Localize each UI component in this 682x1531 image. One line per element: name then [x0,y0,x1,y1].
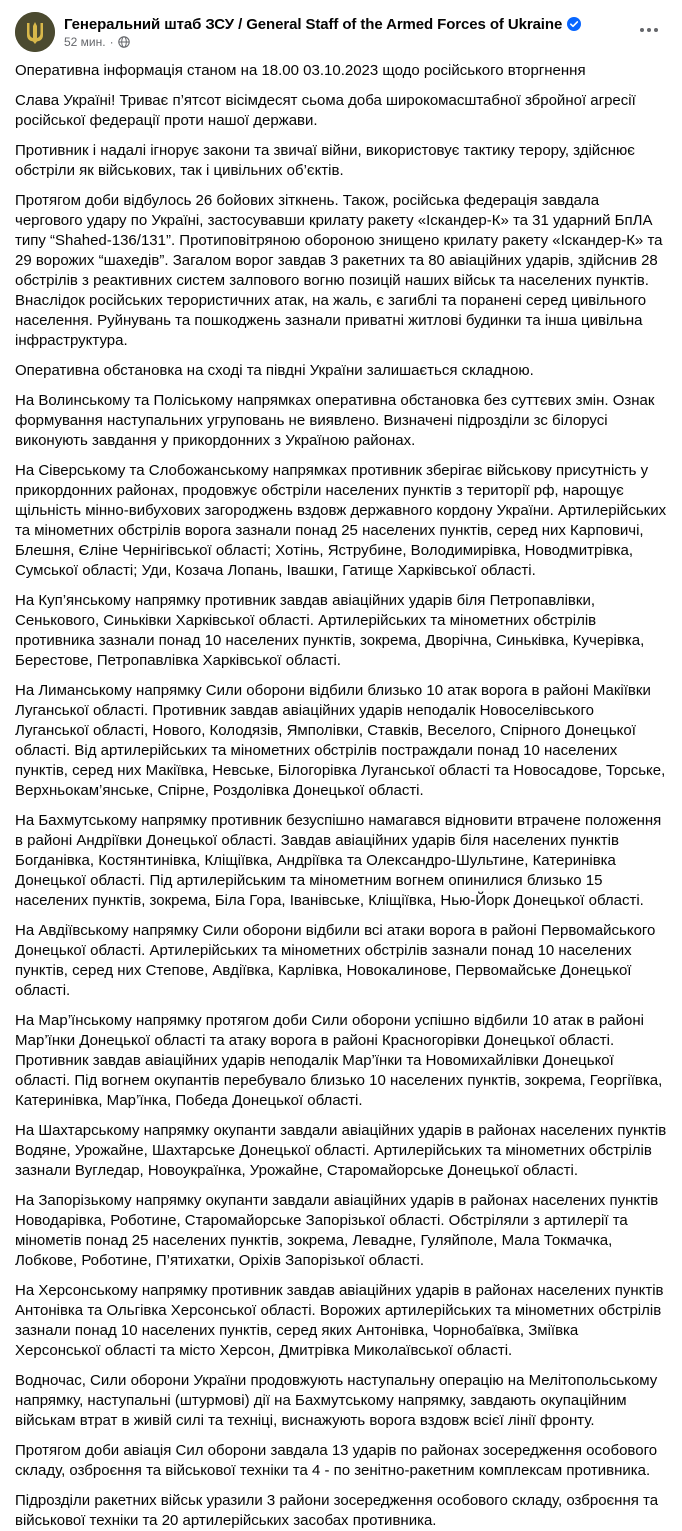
post-header-text [64,16,581,49]
page-name-row [64,16,581,33]
post-paragraph: На Херсонському напрямку противник завдав авіаційних ударів в районах населених пунктів Антонівка та Ольгівка Херсонської області. Ворожих артилерійських та мінометних обстрілів зазнали понад 10 населених пунктів, серед яких Антонівка, Чорнобаївка, Зміївка Херсонської області та місто Херсон, Дмитрівка Миколаївської області. [15,1282,664,1359]
trident-emblem-icon[interactable] [15,12,55,52]
verified-badge-icon [567,17,581,31]
post-meta [64,35,581,49]
post-paragraph: Оперативна обстановка на сході та півдні України залишається складною. [15,362,534,379]
post-body [15,61,667,1531]
post-paragraph: Водночас, Сили оборони України продовжують наступальну операцію на Мелітопольському напрямку, наступальні (штурмові) дії на Бахмутському напрямку, завдають окупаційним військам втрат в живій силі та техніці, виснажують ворога вздовж всієї лінії фронту. [15,1372,658,1429]
post-paragraph: Слава Україні! Триває п’ятсот вісімдесят сьома доба широкомасштабної збройної агресії російської федерації проти нашої держави. [15,92,636,129]
post-paragraph: На Куп’янському напрямку противник завдав авіаційних ударів біля Петропавлівки, Сенькового, Синьківки Харківської області. Артилерійських та мінометних обстрілів противника зазнали понад 10 населених пунктів, зокрема, Дворічна, Синьківка, Кучерівка, Берестове, Петропавлівка Харківської області. [15,592,645,669]
meta-separator: · [109,34,114,49]
post-paragraph: Протягом доби авіація Сил оборони завдала 13 ударів по районах зосередження особового складу, озброєння та військової техніки та 4 - по зенітно-ракетним комплексам противника. [15,1442,658,1479]
post-paragraph: На Лиманському напрямку Сили оборони відбили близько 10 атак ворога в районі Макіївки Луганської області. Противник завдав авіаційних ударів неподалік Новоселівського Луганської області, Нового, Колодязів, Ямполівки, Ставків, Веселого, Спірного Донецької області. Від артилерійських та мінометних обстрілів постраждали понад 10 населених пунктів, серед них Макіївка, Невське, Білогорівка Луганської області та Новосадове, Торське, Верхньокам’янське, Спірне, Роздолівка Донецької області. [15,682,666,799]
post-timestamp[interactable]: 52 мин. [64,34,106,49]
post-paragraph: На Авдіївському напрямку Сили оборони відбили всі атаки ворога в районі Первомайського Донецької області. Артилерійських та мінометних обстрілів зазнали понад 10 населених пунктів, серед них Степове, Авдіївка, Карлівка, Новокалинове, Первомайське Донецької області. [15,922,656,999]
post-paragraph: Противник і надалі ігнорує закони та звичаї війни, використовує тактику терору, здійснює обстріли як військових, так і цивільних об’єктів. [15,142,635,179]
post-paragraph: Підрозділи ракетних військ уразили 3 райони зосередження особового складу, озброєння та військової техніки та 20 артилерійських засобах противника. [15,1492,659,1529]
page-name-link[interactable]: Генеральний штаб ЗСУ / General Staff of the Armed Forces of Ukraine [64,15,563,33]
post-paragraph: На Волинському та Поліському напрямках оперативна обстановка без суттєвих змін. Ознак формування наступальних угруповань не виявлено. Визначені підрозділи зс білорусі виконують завдання у прикордонних з Україною районах. [15,392,655,449]
post-header [15,0,667,58]
post-paragraph: На Шахтарському напрямку окупанти завдали авіаційних ударів в районах населених пунктів Водяне, Урожайне, Шахтарське Донецької області. Артилерійських та мінометних обстрілів зазнали Вугледар, Новоукраїнка, Урожайне, Старомайорське Донецької області. [15,1122,667,1179]
post-paragraph: Протягом доби відбулось 26 бойових зіткнень. Також, російська федерація завдала чергового удару по Україні, застосувавши крилату ракету «Іскандер-К» та 31 ударний БпЛА типу “Shahed-136/131”. Протиповітряною обороною знищено крилату ракету «Іскандер-К» та 29 ворожих “шахедів”. Загалом ворог завдав 3 ракетних та 80 авіаційних ударів, здійснив 28 обстрілів з реактивних систем залпового вогню позицій наших військ та населених пунктів. Внаслідок російських терористичних атак, на жаль, є загиблі та поранені серед цивільного населення. Руйнувань та пошкоджень зазнали приватні житлові будинки та інша цивільна інфраструктура. [15,192,663,349]
post-paragraph: На Мар’їнському напрямку протягом доби Сили оборони успішно відбили 10 атак в районі Мар’їнки Донецької області та атаку ворога в районі Красногорівки Донецької області. Противник завдав авіаційних ударів неподалік Мар’їнки та Новомихайлівки Донецької області. Під вогнем окупантів перебувало близько 10 населених пунктів, зокрема, Георгіївка, Катеринівка, Мар’їнка, Победа Донецької області. [15,1012,663,1109]
post-paragraph: На Бахмутському напрямку противник безуспішно намагався відновити втрачене положення в районі Андріївки Донецької області. Завдав авіаційних ударів біля населених пунктів Богданівка, Костянтинівка, Кліщіївка, Андріївка та Олександро-Шультине, Катеринівка Донецької області. Під артилерійським та мінометним вогнем опинилися близько 15 населених пунктів, зокрема, Біла Гора, Іванівське, Кліщіївка, Нью-Йорк Донецької області. [15,812,662,909]
more-options-icon [639,27,659,33]
post-paragraph: На Сіверському та Слобожанському напрямках противник зберігає військову присутність у прикордонних районах, продовжує обстріли населених пунктів з території рф, нарощує щільність мінно-вибухових загороджень вздовж державного кордону України. Артилерійських та мінометних обстрілів ворога зазнали понад 25 населених пунктів, серед них Карповичі, Блешня, Єліне Чернігівської області; Хотінь, Яструбине, Володимирівка, Новодмитрівка, Сумської області; Уди, Козача Лопань, Івашки, Гатище Харківської області. [15,462,667,579]
globe-icon[interactable] [118,36,130,48]
post-paragraph: На Запорізькому напрямку окупанти завдали авіаційних ударів в районах населених пунктів Новодарівка, Роботине, Старомайорське Запорізької області. Обстріляли з артилерії та мінометів понад 25 населених пунктів, зокрема, Левадне, Гуляйполе, Мала Токмачка, Лобкове, Роботине, П’ятихатки, Оріхів Запорізької області. [15,1192,659,1269]
more-options-button[interactable] [631,12,667,48]
post-paragraph: Оперативна інформація станом на 18.00 03.10.2023 щодо російського вторгнення [15,62,586,79]
